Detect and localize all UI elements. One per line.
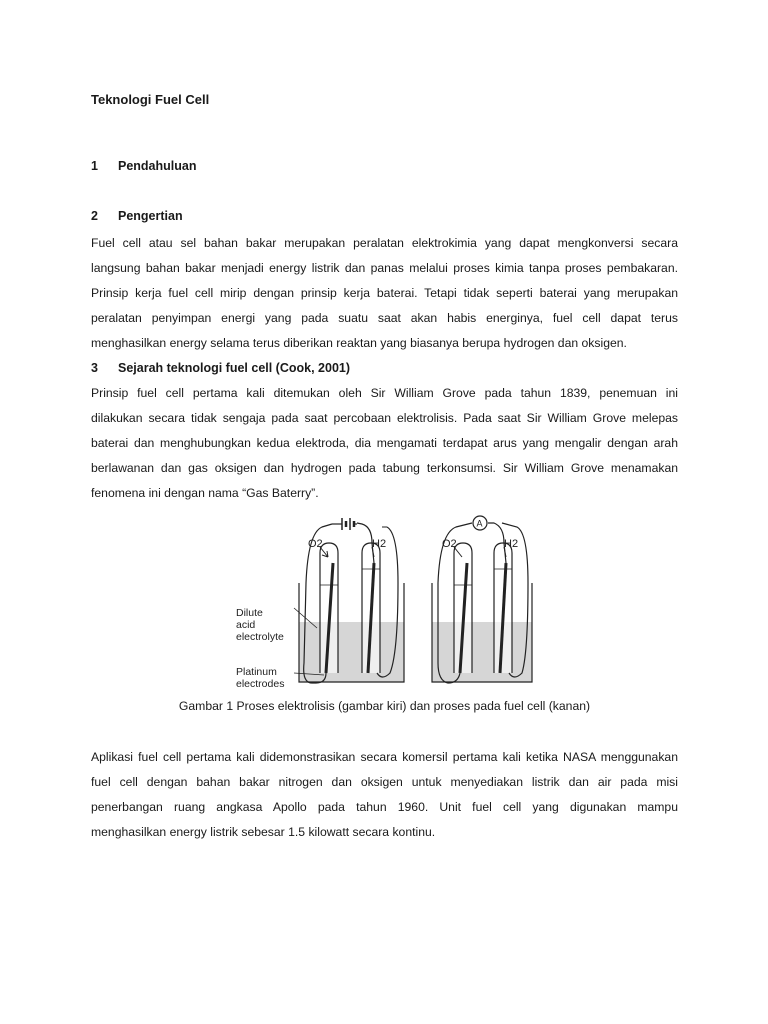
sejarah-line: dilakukan secara tidak sengaja pada saat percobaan elektrolisis. Pada saat Sir William Grove melepas	[91, 411, 678, 425]
section-1-heading: Pendahuluan	[118, 159, 197, 173]
section-1-number: 1	[91, 159, 98, 173]
sejarah-line: berlawanan dan gas oksigen dan hydrogen pada tabung terkonsumsi. Sir William Grove menamakan	[91, 461, 678, 475]
pengertian-line: Prinsip kerja fuel cell mirip dengan prinsip kerja baterai. Tetapi tidak seperti baterai yang merupakan	[91, 286, 678, 300]
h2-label-left: H2	[372, 538, 387, 550]
section-3-heading: Sejarah teknologi fuel cell (Cook, 2001)	[118, 361, 351, 375]
pengertian-line: peralatan penyimpan energi yang pada suatu saat akan habis energinya, fuel cell dapat terus	[91, 311, 678, 325]
platinum-label: Platinum	[236, 666, 277, 678]
aplikasi-line: fuel cell dengan bahan bakar nitrogen dan oksigen untuk menyediakan listrik dan air pada misi	[91, 775, 678, 789]
sejarah-line: fenomena ini dengan nama “Gas Baterry”.	[91, 486, 319, 500]
sejarah-line: baterai dan menghubungkan kedua elektroda, dia mengamati terdapat arus yang mengalir dengan arah	[91, 436, 678, 450]
pengertian-line: langsung bahan bakar menjadi energy listrik dan panas melalui proses kimia tanpa proses pembakaran.	[91, 261, 678, 275]
aplikasi-line: Aplikasi fuel cell pertama kali didemonstrasikan secara komersil pertama kali ketika NASA menggunakan	[91, 750, 678, 764]
aplikasi-line: penerbangan ruang angkasa Apollo pada tahun 1960. Unit fuel cell yang digunakan mampu	[91, 800, 678, 814]
figure-caption: Gambar 1 Proses elektrolisis (gambar kiri) dan proses pada fuel cell (kanan)	[178, 699, 591, 713]
pengertian-paragraph	[91, 231, 678, 356]
document-title: Teknologi Fuel Cell	[91, 92, 210, 107]
electrolysis-figure	[232, 513, 537, 693]
section-2-number: 2	[91, 209, 98, 223]
acid-label: acid	[236, 619, 256, 631]
ammeter-label: A	[476, 518, 483, 529]
pengertian-line: menghasilkan energy selama terus diberikan reaktan yang biasanya berupa hydrogen dan oksigen.	[91, 336, 627, 350]
sejarah-line: Prinsip fuel cell pertama kali ditemukan oleh Sir William Grove pada tahun 1839, penemuan ini	[91, 386, 678, 400]
dilute-label: Dilute	[236, 607, 263, 619]
aplikasi-paragraph	[91, 745, 678, 845]
aplikasi-line: menghasilkan energy listrik sebesar 1.5 kilowatt secara kontinu.	[91, 825, 436, 839]
section-3-number: 3	[91, 361, 98, 375]
electrolyte-label: electrolyte	[236, 631, 284, 643]
electrodes-label: electrodes	[236, 678, 285, 690]
electrolysis-diagram	[232, 513, 537, 693]
sejarah-paragraph	[91, 381, 678, 506]
section-2-heading: Pengertian	[118, 209, 183, 223]
o2-label-right: O2	[442, 538, 457, 550]
h2-label-right: H2	[504, 538, 519, 550]
o2-label-left: O2	[308, 538, 323, 550]
pengertian-line: Fuel cell atau sel bahan bakar merupakan peralatan elektrokimia yang dapat mengkonversi secara	[91, 236, 678, 250]
